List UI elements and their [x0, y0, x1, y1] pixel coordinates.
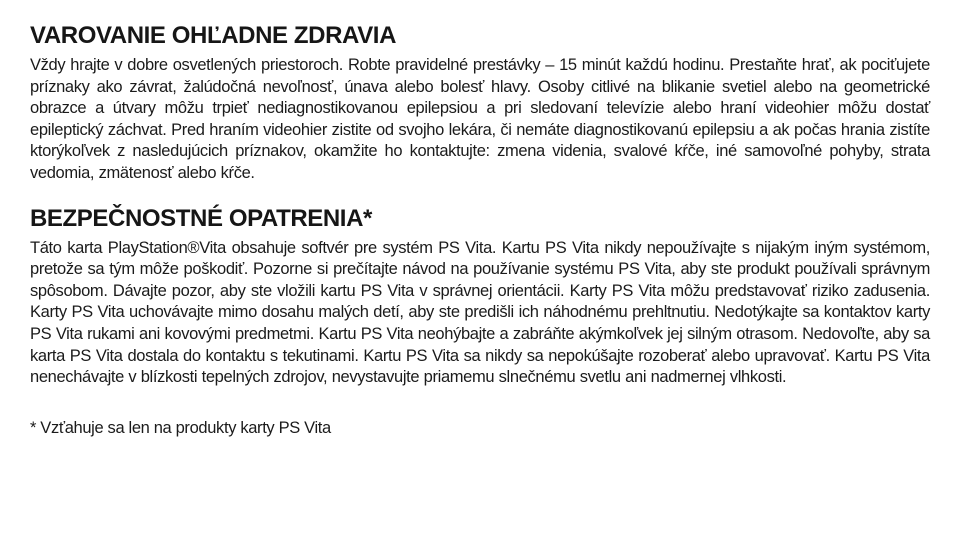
section-safety-precautions — [30, 206, 930, 389]
safety-precautions-heading: BEZPEČNOSTNÉ OPATRENIA* — [30, 204, 372, 232]
safety-precautions-text: Táto karta PlayStation®Vita obsahuje softvér pre systém PS Vita. Kartu PS Vita nikdy nepoužívajte s nijakým iným systémom, pretože sa tým môže poškodiť. Pozorne si prečítajte návod na používanie systému PS Vita, aby ste produkt používali správnym spôsobom. Dávajte pozor, aby ste vložili kartu PS Vita v správnej orientácii. Karty PS Vita môžu predstavovať riziko zadusenia. Karty PS Vita uchovávajte mimo dosahu malých detí, aby ste predišli ich náhodnému prehltnutiu. Nedotýkajte sa kontaktov karty PS Vita rukami ani kovovými predmetmi. Kartu PS Vita neohýbajte a zabráňte akýmkoľvek jej silným otrasom. Nedovoľte, aby sa karta PS Vita dostala do kontaktu s tekutinami. Kartu PS Vita sa nikdy sa nepokúšajte rozoberať alebo upravovať. Kartu PS Vita nenechávajte v blízkosti tepelných zdrojov, nevystavujte priamemu slnečnému svetlu ani nadmernej vlhkosti. — [30, 238, 930, 387]
health-warning-text: Vždy hrajte v dobre osvetlených priestoroch. Robte pravidelné prestávky – 15 minút každú hodinu. Prestaňte hrať, ak pociťujete príznaky ako závrat, žalúdočná nevoľnosť, únava alebo bolesť hlavy. Osoby citlivé na blikanie svetiel alebo na geometrické obrazce a útvary môžu trpieť nediagnostikovanou epilepsiou a pri sledovaní televízie alebo hraní videohier môžu dostať epileptický záchvat. Pred hraním videohier zistite od svojho lekára, či nemáte diagnostikovanú epilepsiu a ak počas hrania zistíte ktorýkoľvek z nasledujúcich príznakov, okamžite ho kontaktujte: zmena videnia, svalové kŕče, iné samovoľné pohyby, strata vedomia, zmätenosť alebo kŕče. — [30, 56, 930, 182]
section-health-warning — [30, 23, 930, 185]
footnote: * Vzťahuje sa len na produkty karty PS Vita — [30, 418, 331, 437]
health-warning-heading: VAROVANIE OHĽADNE ZDRAVIA — [30, 22, 397, 49]
